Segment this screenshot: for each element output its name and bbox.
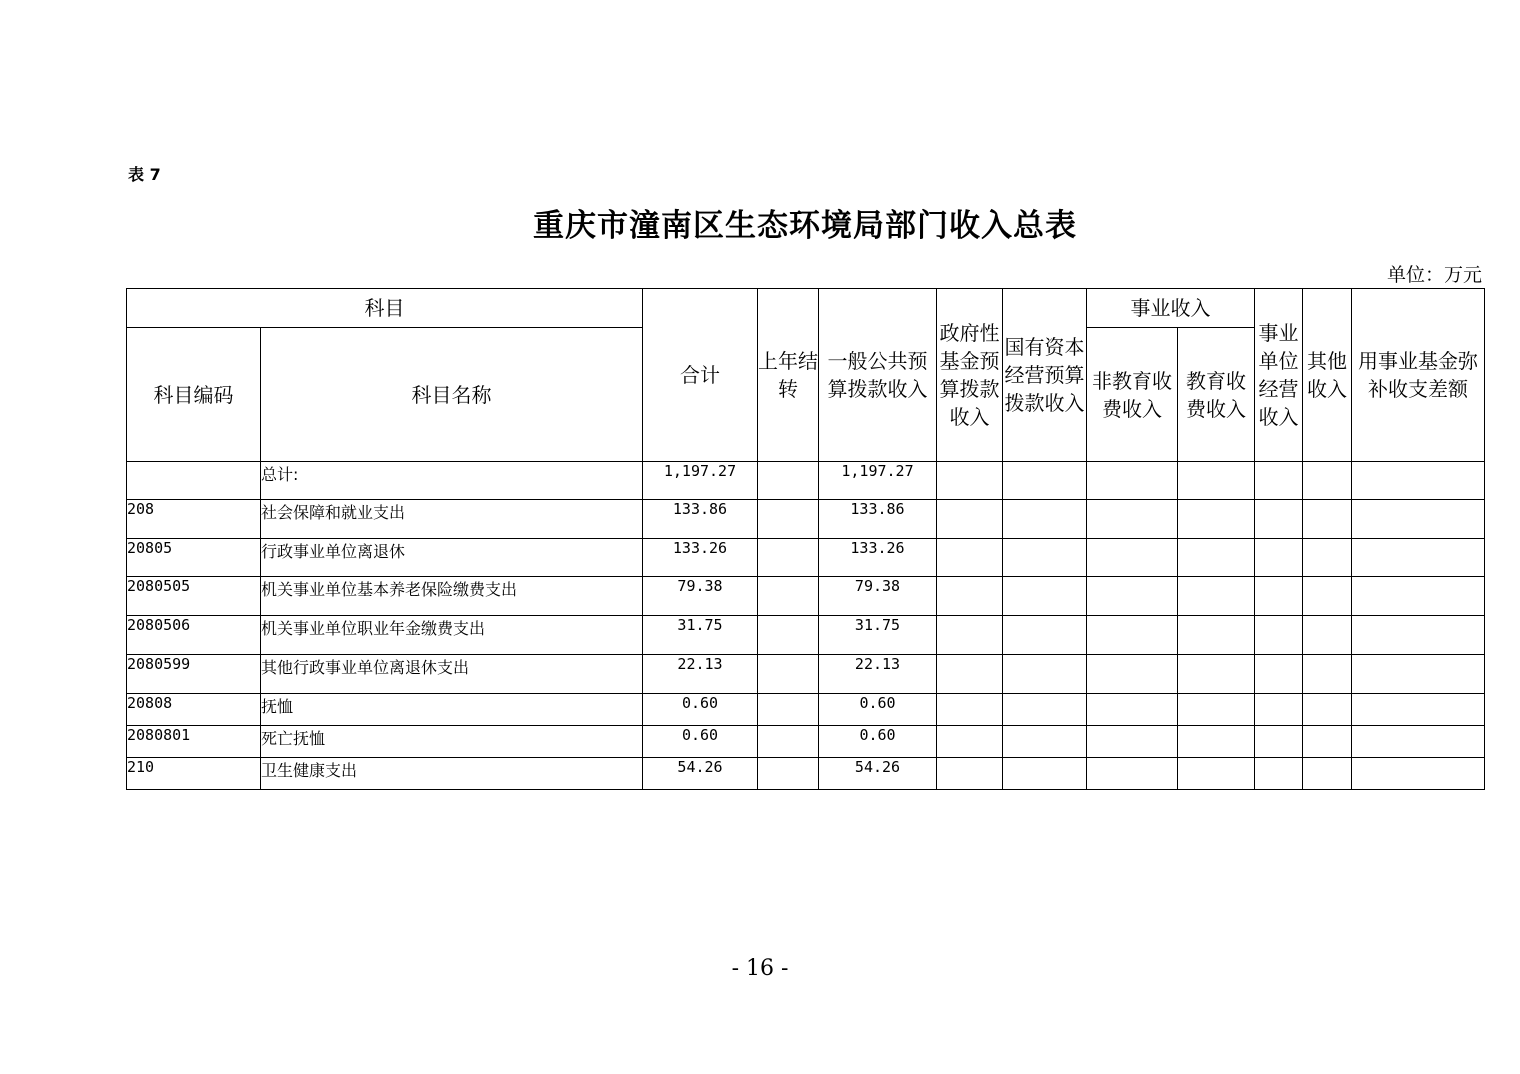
empty-cell (1352, 462, 1485, 500)
empty-cell (1087, 616, 1178, 655)
row-code: 2080506 (127, 616, 261, 655)
empty-cell (1255, 500, 1303, 539)
row-total: 54.26 (643, 758, 758, 790)
empty-cell (1003, 694, 1087, 726)
empty-cell (1178, 539, 1255, 577)
empty-cell (1087, 500, 1178, 539)
empty-cell (1352, 616, 1485, 655)
header-subject-code: 科目编码 (127, 328, 261, 462)
empty-cell (1255, 577, 1303, 616)
header-gov-fund: 政府性基金预算拨款收入 (937, 289, 1003, 462)
empty-cell (1178, 758, 1255, 790)
empty-cell (1003, 500, 1087, 539)
row-carryover (758, 500, 819, 539)
empty-cell (1303, 758, 1352, 790)
row-carryover (758, 462, 819, 500)
header-business-group: 事业收入 (1087, 289, 1255, 328)
empty-cell (1003, 758, 1087, 790)
empty-cell (937, 539, 1003, 577)
row-code: 210 (127, 758, 261, 790)
row-name: 机关事业单位基本养老保险缴费支出 (261, 577, 643, 616)
row-code: 2080599 (127, 655, 261, 694)
empty-cell (1255, 726, 1303, 758)
empty-cell (1255, 655, 1303, 694)
empty-cell (1352, 577, 1485, 616)
row-carryover (758, 577, 819, 616)
row-total: 133.26 (643, 539, 758, 577)
income-table (126, 288, 1485, 790)
empty-cell (1352, 726, 1485, 758)
empty-cell (937, 655, 1003, 694)
row-total: 22.13 (643, 655, 758, 694)
empty-cell (1303, 500, 1352, 539)
row-carryover (758, 758, 819, 790)
empty-cell (1352, 758, 1485, 790)
table-label: 表 7 (128, 165, 161, 184)
empty-cell (1003, 462, 1087, 500)
empty-cell (1178, 500, 1255, 539)
empty-cell (1178, 655, 1255, 694)
row-total: 133.86 (643, 500, 758, 539)
row-general: 54.26 (819, 758, 937, 790)
row-carryover (758, 655, 819, 694)
header-unit-operating: 事业单位经营收入 (1255, 289, 1303, 462)
row-name: 机关事业单位职业年金缴费支出 (261, 616, 643, 655)
row-name: 行政事业单位离退休 (261, 539, 643, 577)
row-total: 1,197.27 (643, 462, 758, 500)
header-fund-supplement: 用事业基金弥补收支差额 (1352, 289, 1485, 462)
row-carryover (758, 726, 819, 758)
row-carryover (758, 616, 819, 655)
empty-cell (1303, 726, 1352, 758)
row-general: 31.75 (819, 616, 937, 655)
empty-cell (1003, 577, 1087, 616)
row-general: 79.38 (819, 577, 937, 616)
empty-cell (1352, 694, 1485, 726)
header-edu-fee: 教育收费收入 (1178, 328, 1255, 462)
empty-cell (1352, 655, 1485, 694)
row-name: 死亡抚恤 (261, 726, 643, 758)
row-code: 20808 (127, 694, 261, 726)
empty-cell (1178, 462, 1255, 500)
empty-cell (1255, 616, 1303, 655)
empty-cell (937, 726, 1003, 758)
header-general-budget: 一般公共预算拨款收入 (819, 289, 937, 462)
row-carryover (758, 694, 819, 726)
empty-cell (1003, 726, 1087, 758)
empty-cell (1303, 462, 1352, 500)
empty-cell (1255, 462, 1303, 500)
row-general: 22.13 (819, 655, 937, 694)
header-other: 其他收入 (1303, 289, 1352, 462)
row-code (127, 462, 261, 500)
table-row (127, 616, 1485, 655)
table-row (127, 726, 1485, 758)
row-code: 2080801 (127, 726, 261, 758)
empty-cell (1178, 577, 1255, 616)
row-name: 其他行政事业单位离退休支出 (261, 655, 643, 694)
table-row (127, 500, 1485, 539)
empty-cell (1087, 694, 1178, 726)
header-subject-name: 科目名称 (261, 328, 643, 462)
header-state-capital: 国有资本经营预算拨款收入 (1003, 289, 1087, 462)
empty-cell (1303, 539, 1352, 577)
row-total: 79.38 (643, 577, 758, 616)
table-row (127, 694, 1485, 726)
page-number: - 16 - (731, 956, 789, 981)
empty-cell (1352, 500, 1485, 539)
empty-cell (1087, 726, 1178, 758)
empty-cell (1003, 539, 1087, 577)
empty-cell (937, 694, 1003, 726)
empty-cell (937, 500, 1003, 539)
header-non-edu-fee: 非教育收费收入 (1087, 328, 1178, 462)
empty-cell (1303, 616, 1352, 655)
empty-cell (1255, 758, 1303, 790)
row-general: 0.60 (819, 726, 937, 758)
empty-cell (937, 577, 1003, 616)
row-code: 2080505 (127, 577, 261, 616)
empty-cell (1178, 694, 1255, 726)
empty-cell (1003, 616, 1087, 655)
empty-cell (1003, 655, 1087, 694)
row-general: 133.26 (819, 539, 937, 577)
empty-cell (1087, 758, 1178, 790)
empty-cell (1255, 694, 1303, 726)
row-general: 1,197.27 (819, 462, 937, 500)
document-title: 重庆市潼南区生态环境局部门收入总表 (533, 208, 1077, 244)
row-name: 卫生健康支出 (261, 758, 643, 790)
row-general: 133.86 (819, 500, 937, 539)
row-general: 0.60 (819, 694, 937, 726)
empty-cell (937, 462, 1003, 500)
table-row (127, 655, 1485, 694)
empty-cell (1303, 694, 1352, 726)
row-code: 20805 (127, 539, 261, 577)
empty-cell (1178, 616, 1255, 655)
header-subject-group: 科目 (127, 289, 643, 328)
header-carryover: 上年结转 (758, 289, 819, 462)
empty-cell (1303, 577, 1352, 616)
header-total: 合计 (643, 289, 758, 462)
unit-label: 单位：万元 (1386, 264, 1482, 286)
table-row (127, 462, 1485, 500)
empty-cell (1087, 577, 1178, 616)
row-code: 208 (127, 500, 261, 539)
empty-cell (1087, 655, 1178, 694)
empty-cell (1087, 539, 1178, 577)
empty-cell (1087, 462, 1178, 500)
row-total: 0.60 (643, 694, 758, 726)
row-total: 0.60 (643, 726, 758, 758)
empty-cell (1352, 539, 1485, 577)
table-row (127, 539, 1485, 577)
empty-cell (1178, 726, 1255, 758)
row-name: 抚恤 (261, 694, 643, 726)
row-name: 社会保障和就业支出 (261, 500, 643, 539)
empty-cell (1255, 539, 1303, 577)
empty-cell (937, 758, 1003, 790)
empty-cell (937, 616, 1003, 655)
row-carryover (758, 539, 819, 577)
empty-cell (1303, 655, 1352, 694)
row-name: 总计: (261, 462, 643, 500)
row-total: 31.75 (643, 616, 758, 655)
table-row (127, 577, 1485, 616)
table-row (127, 758, 1485, 790)
